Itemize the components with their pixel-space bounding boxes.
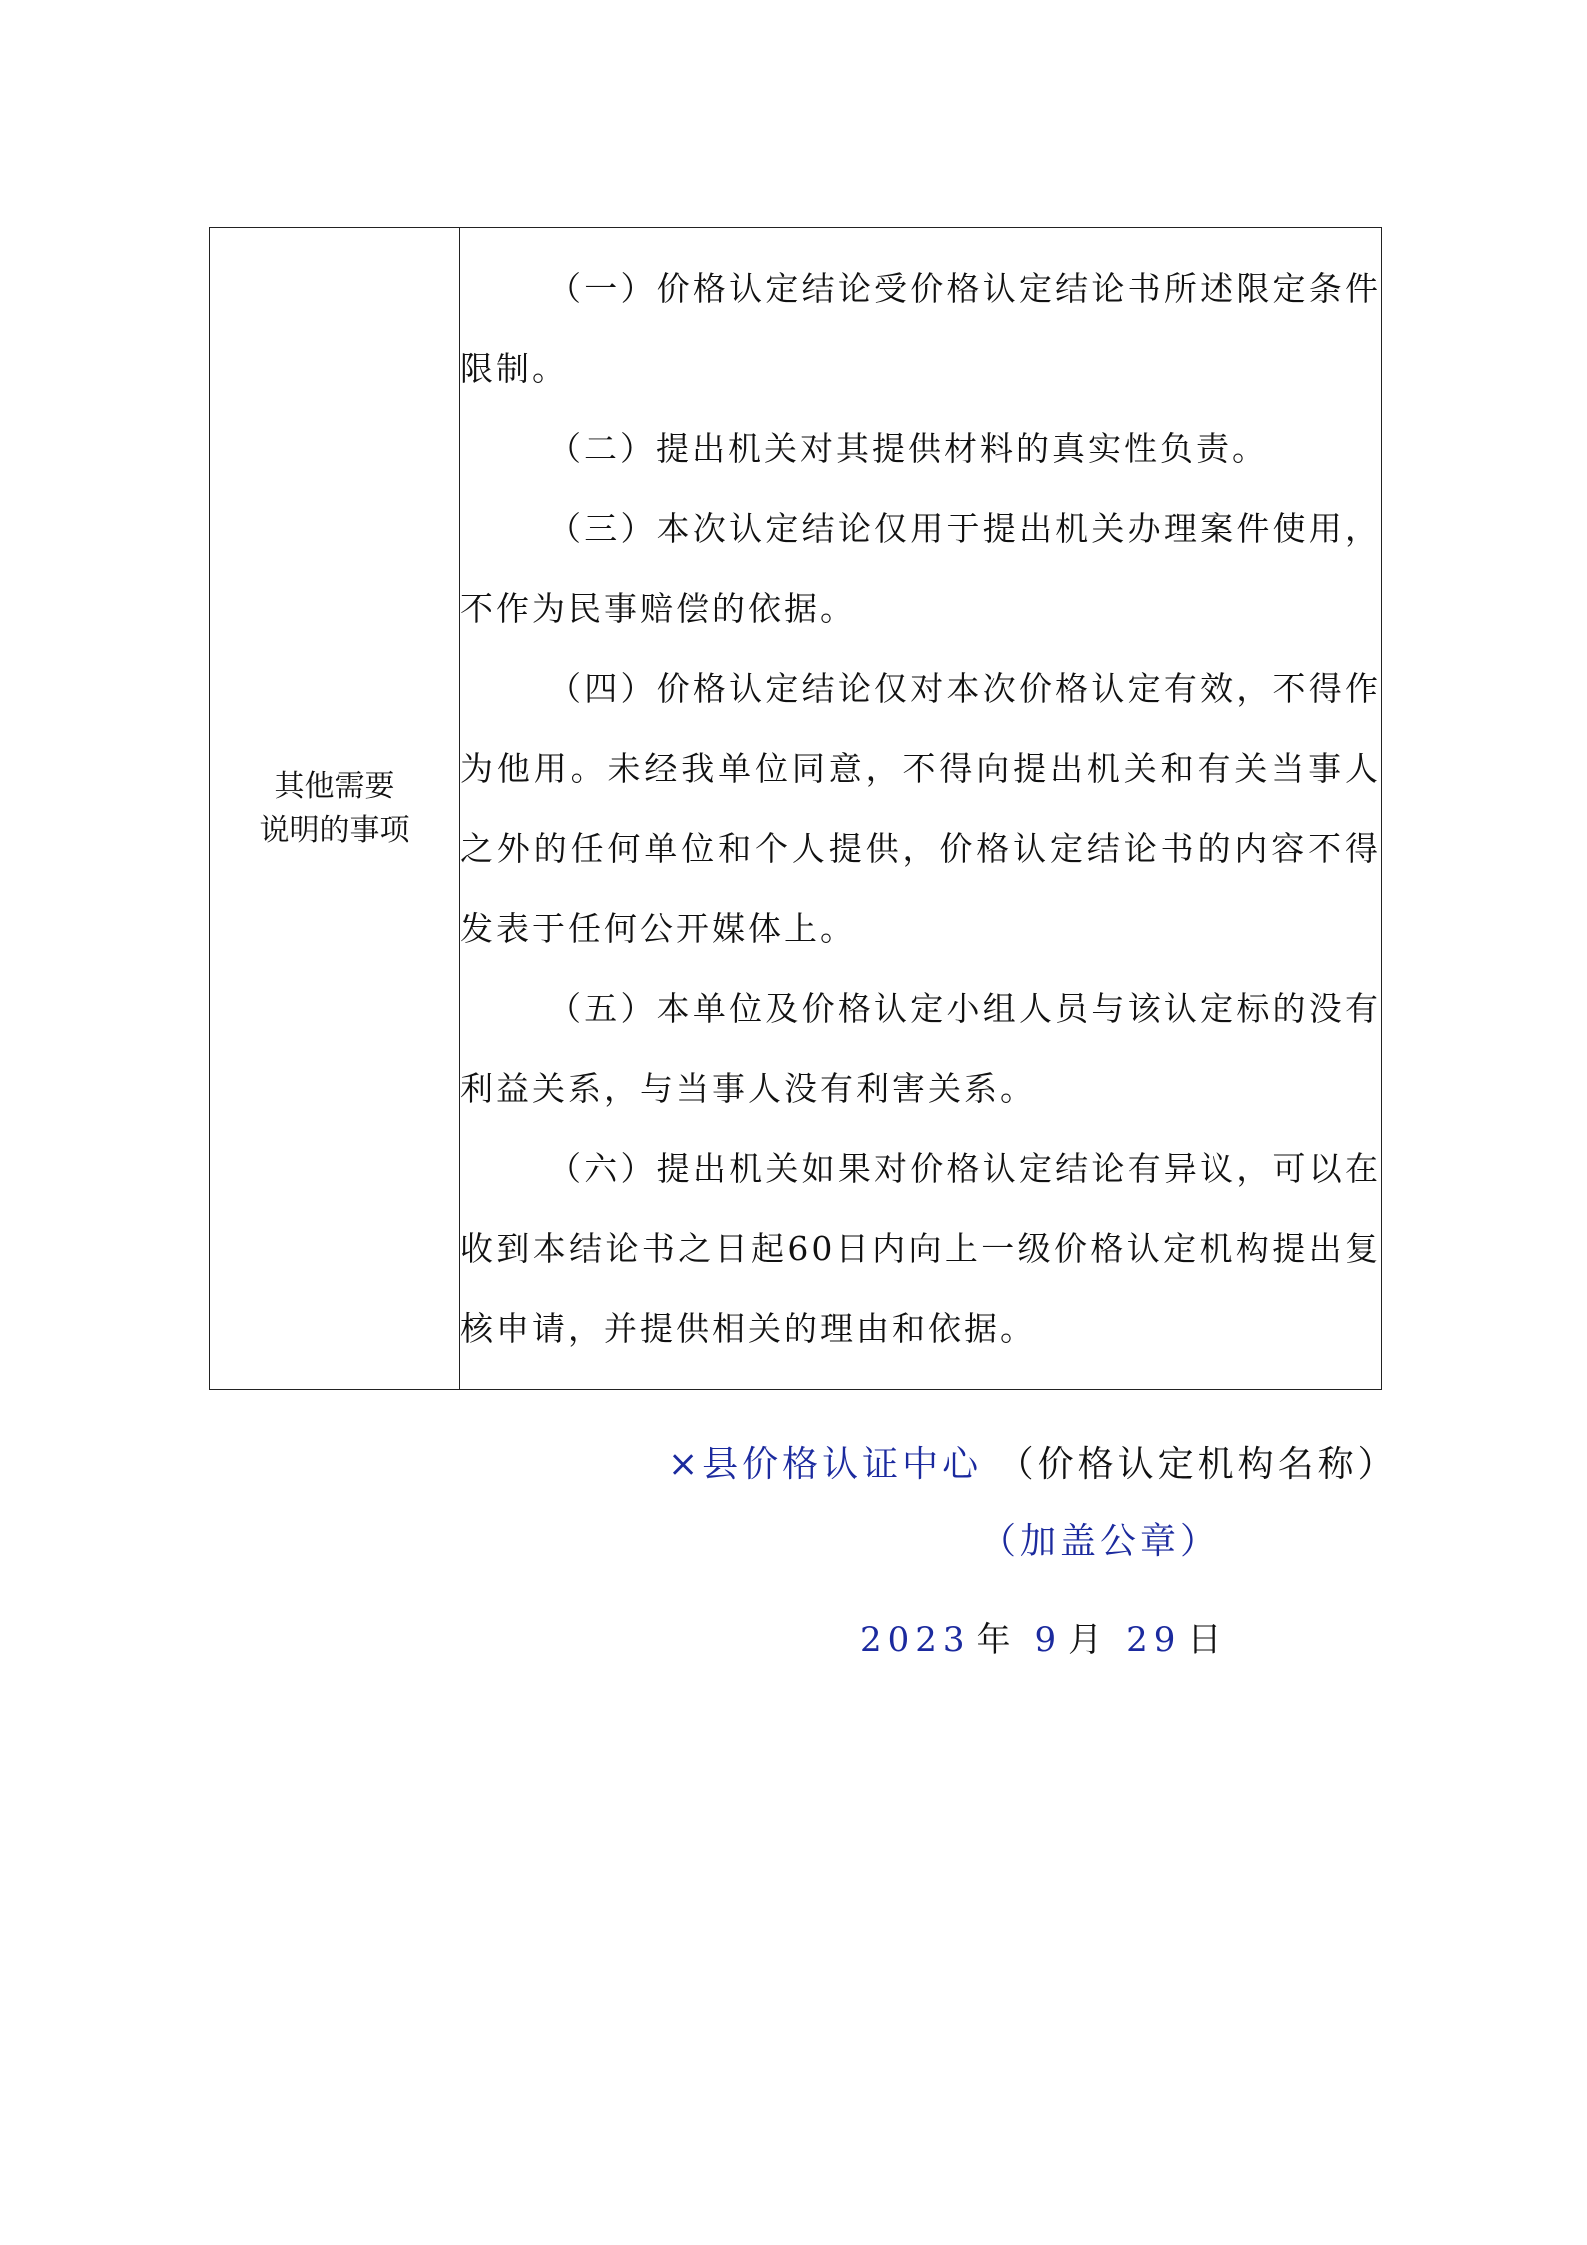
date-month: 9 <box>1034 1620 1063 1660</box>
note-paragraph-2: （二）提出机关对其提供材料的真实性负责。 <box>548 428 1268 468</box>
date-year: 2023 <box>860 1620 971 1660</box>
row-label-line1: 其他需要 <box>274 768 395 804</box>
date-day: 29 <box>1126 1620 1182 1660</box>
issuing-organization <box>668 1436 1398 1487</box>
note-paragraph-5: （五）本单位及价格认定小组人员与该认定标的没有利益关系，与当事人没有利害关系。 <box>460 988 1381 1108</box>
notes-table <box>209 227 1382 1390</box>
note-paragraph-6: （六）提出机关如果对价格认定结论有异议，可以在收到本结论书之日起60日内向上一级价格认定机构提出复核申请，并提供相关的理由和依据。 <box>460 1148 1381 1348</box>
row-label-line2: 说明的事项 <box>259 812 410 848</box>
label-cell <box>210 228 460 1390</box>
note-paragraph-4: （四）价格认定结论仅对本次价格认定有效，不得作为他用。未经我单位同意，不得向提出机关和有关当事人之外的任何单位和个人提供，价格认定结论书的内容不得发表于任何公开媒体上。 <box>460 668 1381 948</box>
note-paragraph-3: （三）本次认定结论仅用于提出机关办理案件使用，不作为民事赔偿的依据。 <box>460 508 1381 628</box>
organization-name: ×县价格认证中心 <box>668 1444 983 1485</box>
notes-row <box>210 228 1382 1390</box>
seal-note: （加盖公章） <box>980 1521 1221 1562</box>
issue-date <box>860 1612 1245 1661</box>
content-cell <box>460 228 1382 1390</box>
date-month-unit: 月 <box>1068 1620 1109 1660</box>
note-paragraph-1: （一）价格认定结论受价格认定结论书所述限定条件限制。 <box>460 268 1381 388</box>
organization-note: （价格认定机构名称） <box>997 1444 1398 1485</box>
row-label <box>245 765 425 853</box>
date-year-unit: 年 <box>976 1620 1017 1660</box>
date-day-unit: 日 <box>1187 1620 1228 1660</box>
